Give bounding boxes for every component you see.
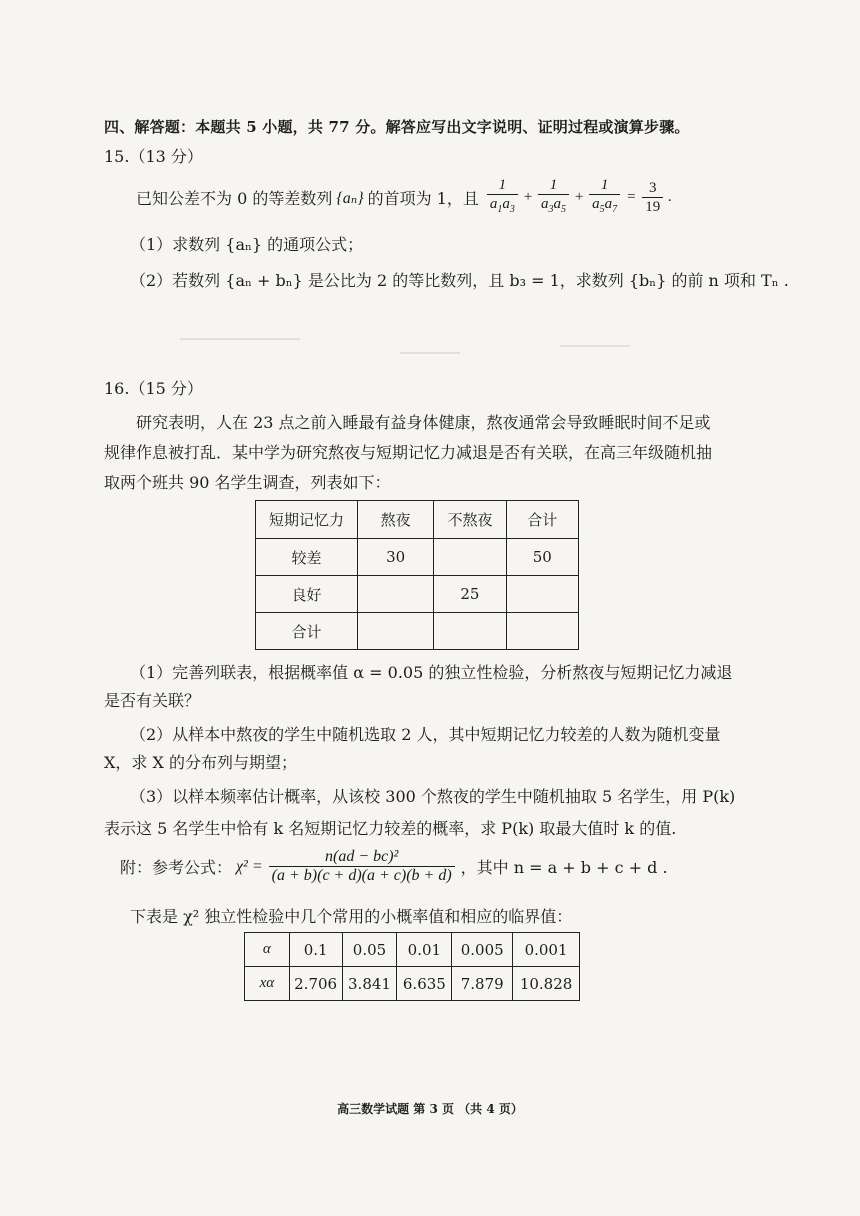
critical-cell: 2.706 [289,967,342,1001]
critical-cell: 3.841 [342,967,397,1001]
contingency-header-cell: 合计 [506,501,578,539]
critical-cell: 7.879 [452,967,513,1001]
q15-stem-part2: 的首项为 1，且 [367,189,479,208]
q15-stem [136,176,672,219]
q15-rhs-num: 3 [642,179,663,198]
critical-row [245,967,580,1001]
contingency-row [256,576,579,613]
contingency-cell: 合计 [256,613,358,650]
q15-seq-a: {aₙ} [336,189,364,207]
alpha-cell: 0.005 [452,933,513,967]
q15-equation: $\frac{1}{a_1a_3}$ + $\frac{1}{a_3a_5}$ + $\frac{1}{a_5a_7}$ = $\frac{3}{19}$ . [485,176,672,219]
q16-part2-line1: （2）从样本中熬夜的学生中随机选取 2 人，其中短期记忆力较差的人数为随机变量 [130,725,721,744]
page-footer: 高三数学试题 第 3 页 （共 4 页） [337,1102,523,1116]
q16-intro-line1: 研究表明，人在 23 点之前入睡最有益身体健康，熬夜通常会导致睡眠时间不足或 [136,413,711,432]
q15-part1: （1）求数列 {aₙ} 的通项公式； [130,235,364,254]
contingency-cell: 25 [434,576,506,613]
q16-part1-line1: （1）完善列联表，根据概率值 α = 0.05 的独立性检验，分析熬夜与短期记忆力减退 [130,663,733,682]
contingency-cell [506,576,578,613]
contingency-header-cell: 熬夜 [357,501,433,539]
q16-part1-line2: 是否有关联？ [104,691,201,710]
q16-part2-line2: X，求 X 的分布列与期望； [104,753,297,772]
alpha-header-cell: α [245,933,290,967]
reference-formula [120,848,668,885]
contingency-cell [357,576,433,613]
q16-number: 16.（15 分） [104,379,203,398]
critical-cell: 10.828 [513,967,580,1001]
q16-part3-line2: 表示这 5 名学生中恰有 k 名短期记忆力较差的概率，求 P(k) 取最大值时 k 的值. [104,819,677,838]
q16-intro-line2: 规律作息被打乱．某中学为研究熬夜与短期记忆力减退是否有关联，在高三年级随机抽 [104,443,713,462]
q15-stem-part1: 已知公差不为 0 的等差数列 [136,189,333,208]
bleed-mark [180,338,300,340]
alpha-cell: 0.001 [513,933,580,967]
reference-label: 附：参考公式： [120,858,233,877]
chi-square-lhs: χ² = [236,857,263,875]
contingency-cell: 50 [506,539,578,576]
critical-header-cell: xα [245,967,290,1001]
bleed-mark [400,352,460,354]
contingency-cell: 较差 [256,539,358,576]
q15-rhs-den: 19 [645,199,661,215]
contingency-header-cell: 不熬夜 [434,501,506,539]
formula-denominator: (a + b)(c + d)(a + c)(b + d) [271,867,452,884]
alpha-cell: 0.1 [289,933,342,967]
contingency-row [256,613,579,650]
contingency-cell [434,539,506,576]
q15-number: 15.（13 分） [104,147,203,166]
formula-tail: ，其中 n = a + b + c + d . [460,858,668,877]
contingency-cell [434,613,506,650]
alpha-cell: 0.01 [397,933,452,967]
contingency-cell [506,613,578,650]
formula-numerator: n(ad − bc)² [269,848,455,867]
contingency-header-row [256,501,579,539]
q16-intro-line3: 取两个班共 90 名学生调查，列表如下： [104,473,391,492]
q16-part3-line1: （3）以样本频率估计概率，从该校 300 个熬夜的学生中随机抽取 5 名学生，用 P(k) [130,787,736,806]
bleed-mark [560,345,630,347]
critical-cell: 6.635 [397,967,452,1001]
q15-part2: （2）若数列 {aₙ + bₙ} 是公比为 2 的等比数列，且 b₃ = 1，求数列 {bₙ} 的前 n 项和 Tₙ . [130,271,789,290]
alpha-row [245,933,580,967]
critical-value-intro: 下表是 χ² 独立性检验中几个常用的小概率值和相应的临界值： [130,907,573,926]
contingency-table [255,500,579,650]
contingency-cell: 良好 [256,576,358,613]
contingency-header-cell: 短期记忆力 [256,501,358,539]
contingency-cell: 30 [357,539,433,576]
critical-value-table [244,932,580,1001]
contingency-cell [357,613,433,650]
contingency-row [256,539,579,576]
alpha-cell: 0.05 [342,933,397,967]
section-header: 四、解答题：本题共 5 小题，共 77 分。解答应写出文字说明、证明过程或演算步骤。 [104,118,690,136]
